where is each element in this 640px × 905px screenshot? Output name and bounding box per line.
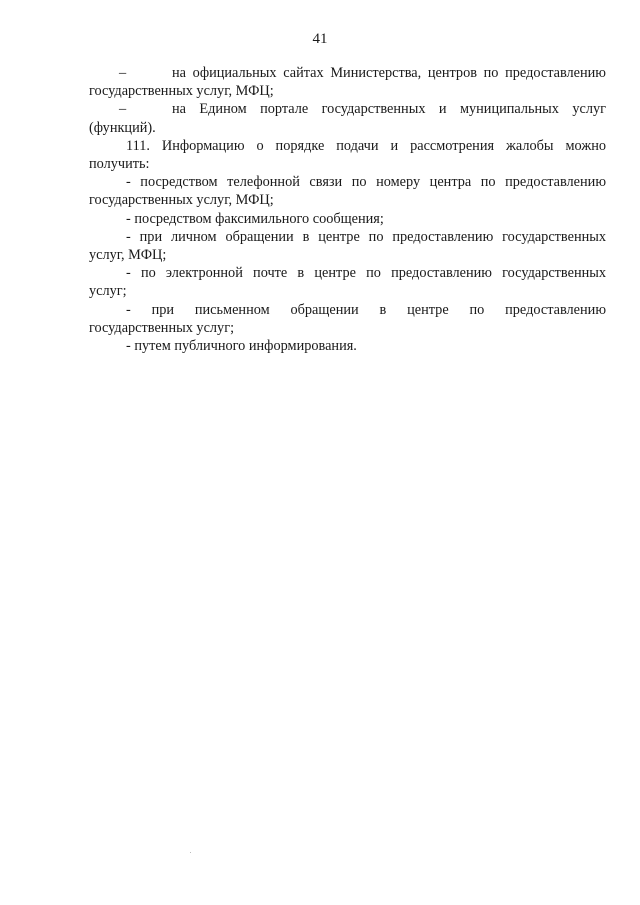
list-item-text: на Едином портале государственных и муниципальных услуг bbox=[172, 101, 606, 118]
list-item-continuation: государственных услуг, МФЦ; bbox=[89, 83, 274, 100]
list-item-official-sites bbox=[89, 64, 606, 100]
scan-speck bbox=[190, 852, 191, 853]
paragraph-continuation: получить: bbox=[89, 156, 150, 173]
list-item-email bbox=[89, 264, 606, 300]
list-item-fax bbox=[89, 210, 606, 228]
list-item-continuation: государственных услуг, МФЦ; bbox=[89, 192, 274, 209]
list-item-line: - посредством телефонной связи по номеру центра по предоставлению bbox=[126, 174, 606, 191]
list-item-line: - при письменном обращении в центре по предоставлению bbox=[126, 301, 606, 318]
dash-marker: – bbox=[119, 65, 127, 81]
list-item-line bbox=[89, 64, 606, 82]
paragraph-111 bbox=[89, 137, 606, 173]
list-item-continuation: услуг, МФЦ; bbox=[89, 247, 167, 264]
list-item-public bbox=[89, 337, 606, 355]
paragraph-line: 111. Информацию о порядке подачи и рассмотрения жалобы можно bbox=[126, 137, 606, 154]
list-item-unified-portal bbox=[89, 100, 606, 136]
list-item-line bbox=[89, 100, 606, 118]
list-item-text: на официальных сайтах Министерства, центров по предоставлению bbox=[172, 65, 606, 81]
list-item-phone bbox=[89, 173, 606, 209]
list-item-continuation: (функций). bbox=[89, 119, 156, 136]
dash-marker: – bbox=[119, 101, 127, 118]
list-item-line: - при личном обращении в центре по предоставлению государственных bbox=[126, 228, 606, 245]
list-item-line: - по электронной почте в центре по предоставлению государственных bbox=[126, 265, 606, 282]
list-item-line: - путем публичного информирования. bbox=[126, 338, 357, 355]
page-number: 41 bbox=[312, 31, 328, 47]
list-item-continuation: услуг; bbox=[89, 283, 127, 300]
list-item-line: - посредством факсимильного сообщения; bbox=[126, 210, 384, 227]
list-item-written bbox=[89, 301, 606, 337]
document-body bbox=[89, 64, 606, 355]
list-item-in-person bbox=[89, 228, 606, 264]
list-item-continuation: государственных услуг; bbox=[89, 319, 235, 336]
